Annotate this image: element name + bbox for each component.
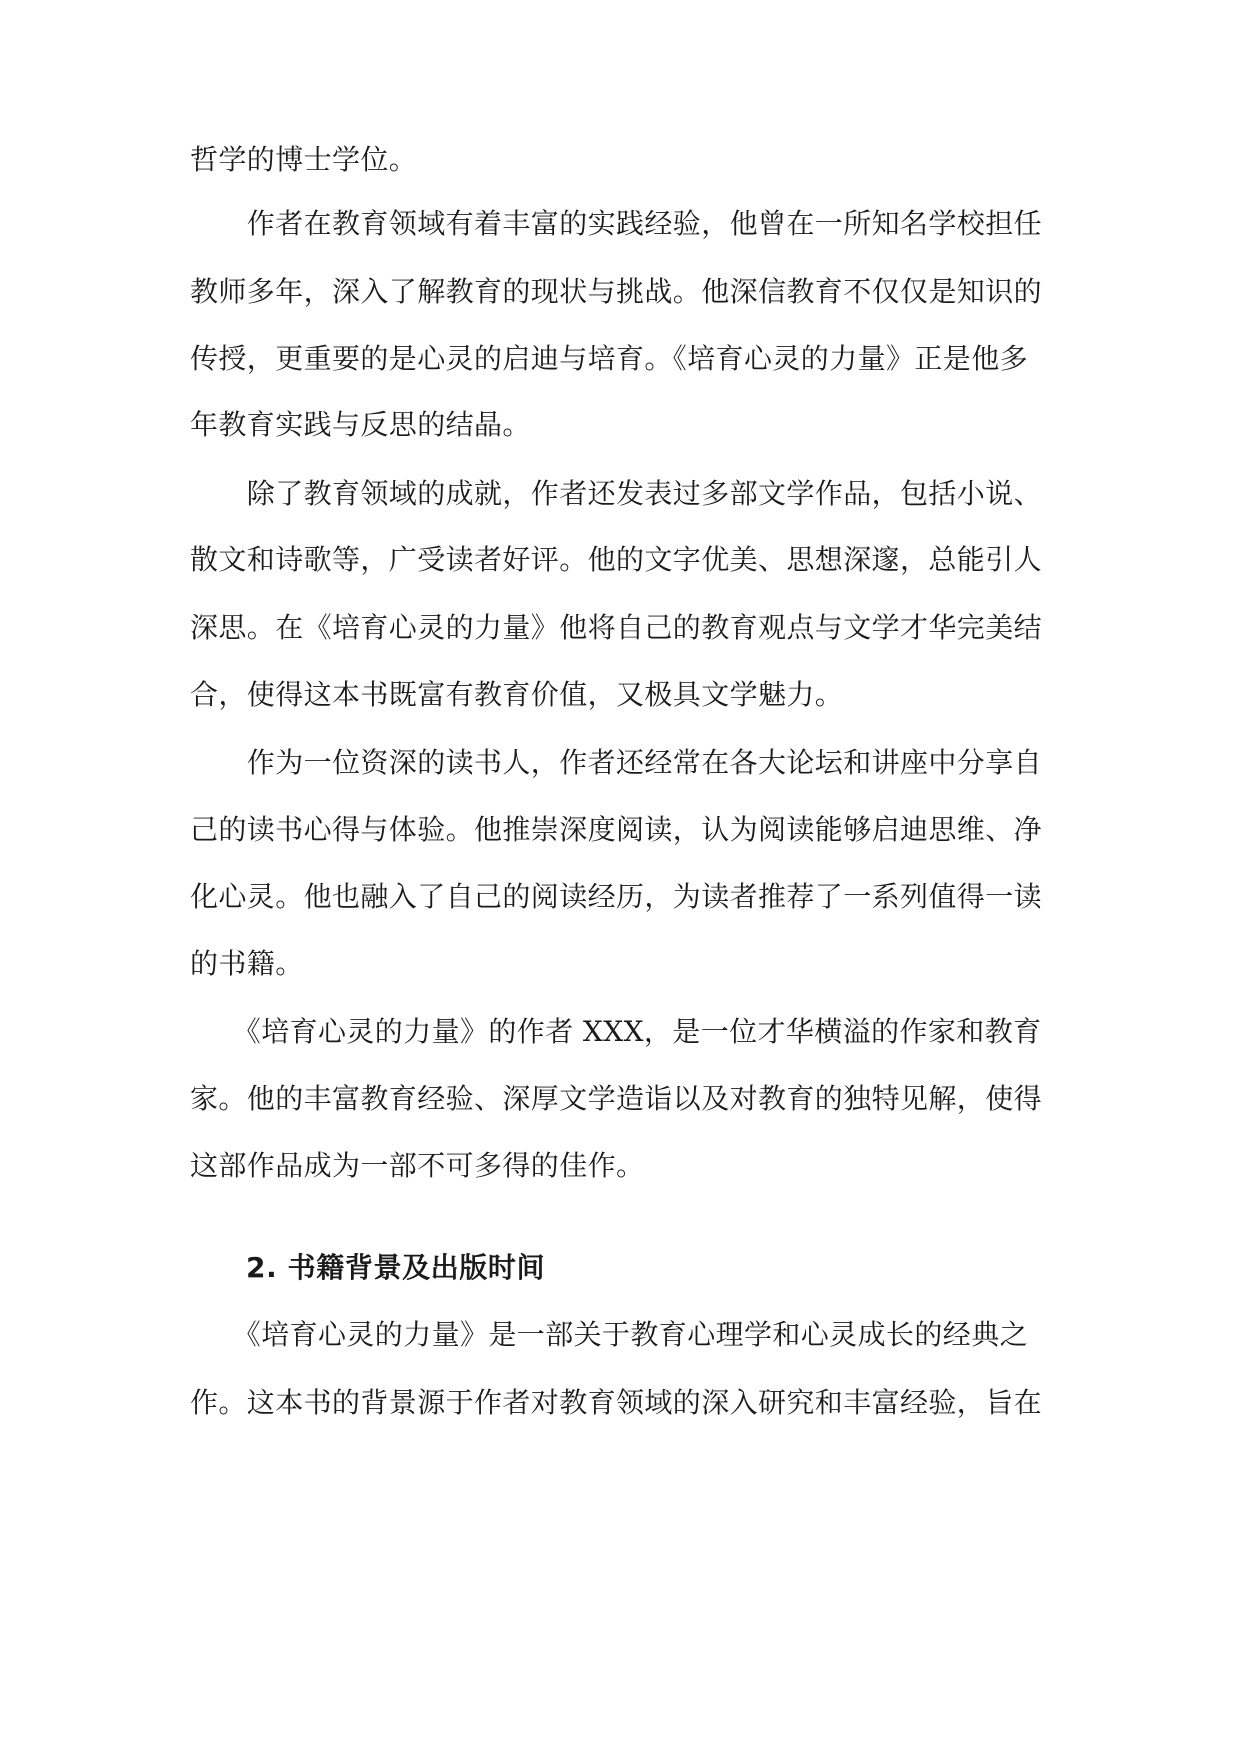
text-line: 作。这本书的背景源于作者对教育领域的深入研究和丰富经验，旨在 xyxy=(190,1386,1043,1419)
text-line: 化心灵。他也融入了自己的阅读经历，为读者推荐了一系列值得一读 xyxy=(190,880,1043,913)
text-line: 《培育心灵的力量》是一部关于教育心理学和心灵成长的经典之 xyxy=(190,1318,1029,1351)
text-line: 除了教育领域的成就，作者还发表过多部文学作品，包括小说、 xyxy=(190,477,1043,510)
text-line: 合，使得这本书既富有教育价值，又极具文学魅力。 xyxy=(190,678,844,711)
text-line: 传授，更重要的是心灵的启迪与培育。《培育心灵的力量》正是他多 xyxy=(190,342,1029,375)
text-line: 作者在教育领域有着丰富的实践经验，他曾在一所知名学校担任 xyxy=(190,207,1043,240)
section-heading: 2. 书籍背景及出版时间 xyxy=(246,1251,546,1284)
text-line: 这部作品成为一部不可多得的佳作。 xyxy=(190,1149,645,1182)
text-line: 的书籍。 xyxy=(190,947,304,980)
text-line: 作为一位资深的读书人，作者还经常在各大论坛和讲座中分享自 xyxy=(190,746,1043,779)
text-line: 哲学的博士学位。 xyxy=(190,143,418,176)
text-line: 家。他的丰富教育经验、深厚文学造诣以及对教育的独特见解，使得 xyxy=(190,1082,1043,1115)
text-line: 教师多年，深入了解教育的现状与挑战。他深信教育不仅仅是知识的 xyxy=(190,275,1043,308)
text-line: 散文和诗歌等，广受读者好评。他的文字优美、思想深邃，总能引人 xyxy=(190,543,1043,576)
text-line: 深思。在《培育心灵的力量》他将自己的教育观点与文学才华完美结 xyxy=(190,611,1043,644)
text-line: 《培育心灵的力量》的作者 XXX，是一位才华横溢的作家和教育 xyxy=(190,1015,1042,1048)
text-line: 年教育实践与反思的结晶。 xyxy=(190,408,531,441)
text-line: 己的读书心得与体验。他推崇深度阅读，认为阅读能够启迪思维、净 xyxy=(190,813,1043,846)
